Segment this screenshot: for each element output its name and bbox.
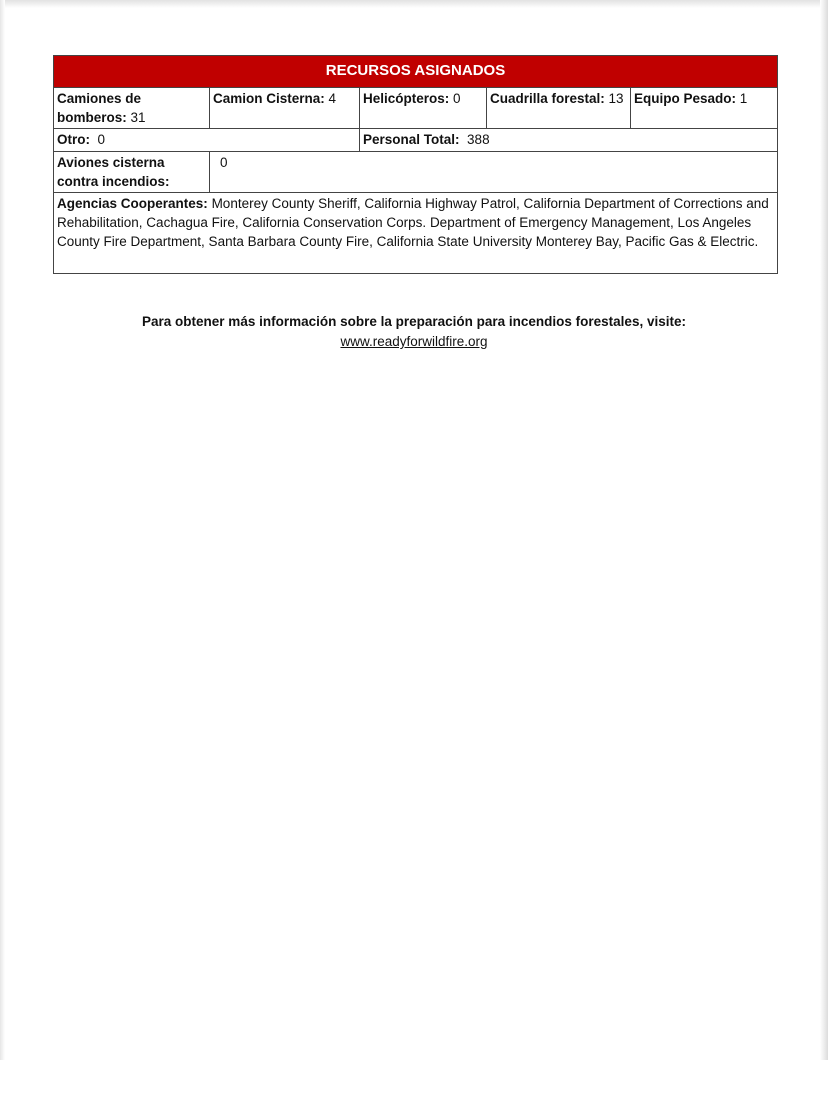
- total-personnel-cell: [360, 129, 778, 152]
- more-info-block: [0, 312, 828, 352]
- total-personnel-value: 388: [467, 132, 490, 147]
- hand-crews-label: Cuadrilla forestal:: [490, 91, 605, 106]
- cooperating-agencies-cell: [54, 193, 778, 274]
- resources-table: [53, 55, 778, 274]
- heavy-equipment-value: 1: [739, 91, 748, 106]
- other-label: Otro:: [57, 132, 90, 147]
- more-info-text: Para obtener más información sobre la preparación para incendios forestales, visite:: [142, 314, 686, 329]
- page-shadow-top: [0, 0, 828, 8]
- table-title: RECURSOS ASIGNADOS: [54, 56, 778, 88]
- water-tenders-value: 4: [328, 91, 337, 106]
- air-tankers-label-cell: [54, 152, 210, 193]
- readyforwildfire-link[interactable]: www.readyforwildfire.org: [340, 334, 488, 349]
- fire-engines-label: Camiones de bomberos:: [57, 91, 142, 125]
- other-value: 0: [97, 132, 106, 147]
- page-shadow-left: [0, 0, 5, 1060]
- fire-engines-value: 31: [130, 110, 146, 125]
- helicopters-label: Helicópteros:: [363, 91, 450, 106]
- fire-engines-cell: [54, 88, 210, 129]
- heavy-equipment-cell: [631, 88, 778, 129]
- helicopters-value: 0: [453, 91, 461, 106]
- air-tankers-label: Aviones cisterna contra incendios:: [57, 155, 170, 189]
- air-tankers-value: 0: [210, 152, 778, 193]
- page-shadow-right: [820, 0, 828, 1060]
- water-tenders-cell: [210, 88, 360, 129]
- total-personnel-label: Personal Total:: [363, 132, 460, 147]
- hand-crews-value: 13: [608, 91, 624, 106]
- page-bottom-margin: [0, 1060, 828, 1095]
- water-tenders-label: Camion Cisterna:: [213, 91, 325, 106]
- other-cell: [54, 129, 360, 152]
- hand-crews-cell: [487, 88, 631, 129]
- heavy-equipment-label: Equipo Pesado:: [634, 91, 737, 106]
- helicopters-cell: [360, 88, 487, 129]
- cooperating-agencies-value: Monterey County Sheriff, California Highway Patrol, California Department of Corrections and Rehabilitation, Cachagua Fire, California Conservation Corps. Department of Emergency Management, Los Angeles County Fire Department, Santa Barbara County Fire, California State University Monterey Bay, Pacific Gas & Electric.: [57, 196, 769, 249]
- cooperating-agencies-label: Agencias Cooperantes:: [57, 196, 208, 211]
